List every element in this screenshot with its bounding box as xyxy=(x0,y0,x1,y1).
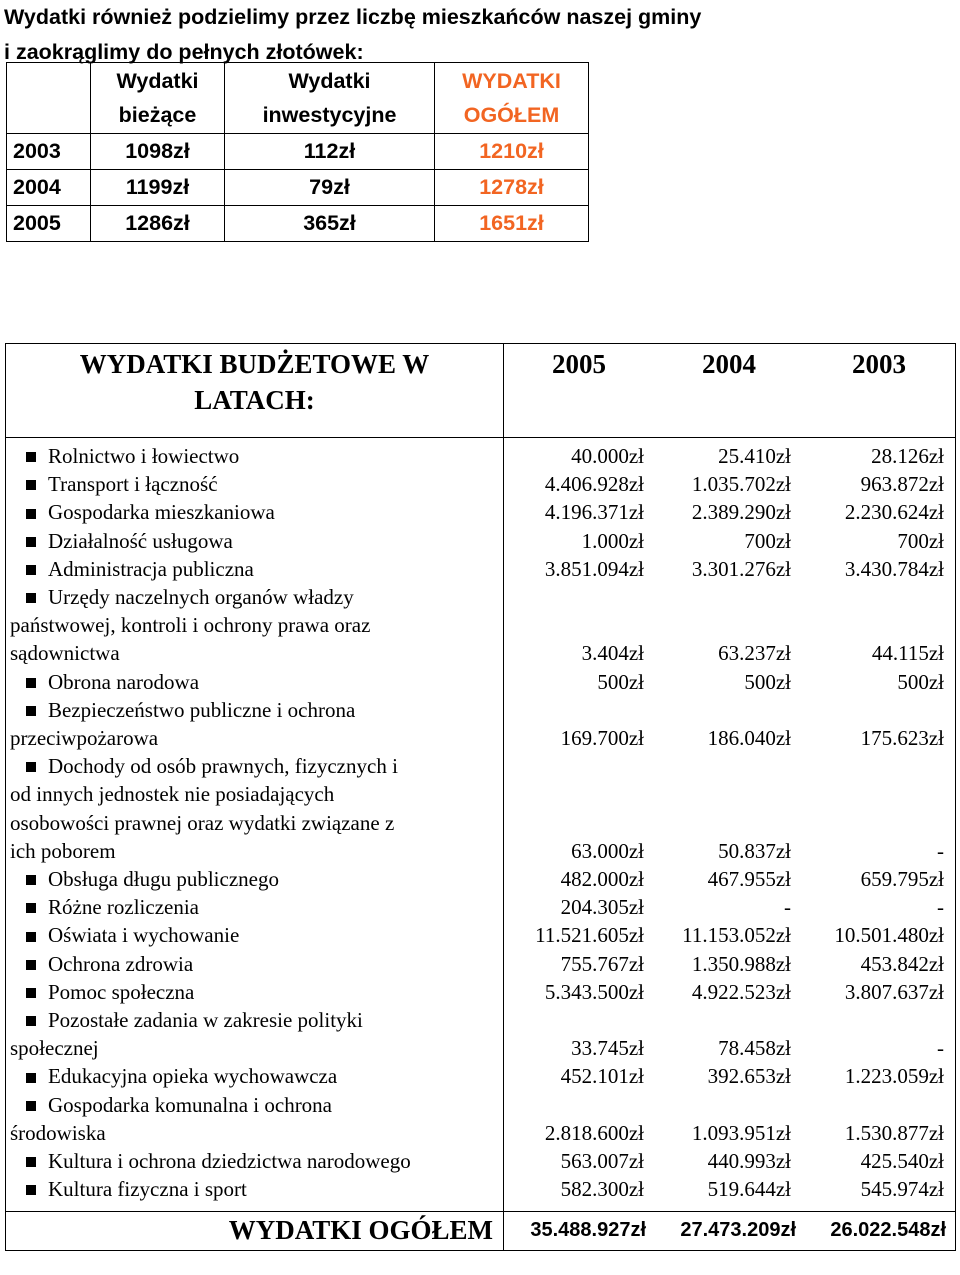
square-bullet-icon xyxy=(26,1073,36,1083)
budget-value: 500zł xyxy=(597,669,644,694)
per-capita-table xyxy=(6,62,589,242)
intro-line-2: i zaokrąglimy do pełnych złotówek: xyxy=(4,40,364,64)
budget-values xyxy=(504,438,956,1212)
budget-item-label: państwowej, kontroli i ochrony prawa oraz xyxy=(10,613,371,638)
budget-item-label: Urzędy naczelnych organów władzy xyxy=(48,585,354,610)
budget-item-line xyxy=(10,639,503,667)
budget-value: - xyxy=(937,838,944,863)
budget-item-line xyxy=(10,611,503,639)
year-header: 2003 xyxy=(852,349,906,379)
budget-value-row xyxy=(504,442,955,470)
budget-item-line xyxy=(10,1175,503,1203)
budget-item xyxy=(10,978,503,1006)
per-capita-row: 2004 1199zł 79zł 1278zł xyxy=(7,170,589,206)
per-capita-row: 2003 1098zł 112zł 1210zł xyxy=(7,134,589,170)
budget-item-label: ich poborem xyxy=(10,838,116,863)
budget-item-line xyxy=(10,950,503,978)
budget-item-line xyxy=(10,1091,503,1119)
budget-item-line xyxy=(10,1006,503,1034)
budget-value-row xyxy=(504,527,955,555)
budget-title-line-1: WYDATKI BUDŻETOWE W xyxy=(79,349,430,379)
total-values xyxy=(504,1212,956,1251)
total-value: 27.473.209zł xyxy=(680,1219,796,1242)
budget-value: 25.410zł xyxy=(718,444,791,468)
budget-value: 1.093.951zł xyxy=(691,1120,791,1145)
budget-item xyxy=(10,470,503,498)
budget-item-line xyxy=(10,555,503,583)
budget-value-row xyxy=(504,555,955,583)
budget-item-line xyxy=(10,921,503,949)
square-bullet-icon xyxy=(26,988,36,998)
budget-item-line xyxy=(10,668,503,696)
year-header: 2005 xyxy=(552,349,606,379)
budget-value: 452.101zł xyxy=(560,1064,644,1089)
budget-item-label: Ochrona zdrowia xyxy=(48,951,194,976)
budget-item xyxy=(10,893,503,921)
budget-item-label: Kultura fizyczna i sport xyxy=(48,1177,247,1202)
square-bullet-icon xyxy=(26,932,36,942)
budget-item-line xyxy=(10,978,503,1006)
budget-item-label: przeciwpożarowa xyxy=(10,726,159,751)
budget-years-header xyxy=(504,344,956,438)
square-bullet-icon xyxy=(26,509,36,519)
budget-value: 3.807.637zł xyxy=(844,979,944,1004)
budget-item-line xyxy=(10,498,503,526)
budget-value: 392.653zł xyxy=(707,1064,791,1089)
budget-value-row xyxy=(504,950,955,978)
budget-value: 33.745zł xyxy=(571,1036,644,1061)
budget-value: 204.305zł xyxy=(560,895,644,920)
budget-value: 563.007zł xyxy=(560,1149,644,1174)
budget-value-row xyxy=(504,668,955,696)
budget-item xyxy=(10,865,503,893)
budget-value: 11.521.605zł xyxy=(535,923,644,948)
budget-value: 700zł xyxy=(744,528,791,553)
budget-item-line xyxy=(10,893,503,921)
square-bullet-icon xyxy=(26,1101,36,1111)
budget-item-line xyxy=(10,724,503,752)
budget-value: 186.040zł xyxy=(707,726,791,751)
per-capita-header-investment: Wydatki inwestycyjne xyxy=(225,63,435,134)
square-bullet-icon xyxy=(26,1016,36,1026)
budget-value: 3.404zł xyxy=(581,641,644,666)
budget-item-label: Obsługa długu publicznego xyxy=(48,867,279,892)
budget-item-label: społecznej xyxy=(10,1036,99,1061)
budget-item-label: Dochody od osób prawnych, fizycznych i xyxy=(48,754,398,779)
budget-item-line xyxy=(10,1034,503,1062)
budget-value: 2.230.624zł xyxy=(844,500,944,525)
budget-item-label: Różne rozliczenia xyxy=(48,895,199,920)
intro-line-1: Wydatki również podzielimy przez liczbę mieszkańców naszej gminy xyxy=(4,5,702,29)
budget-value: 2.389.290zł xyxy=(691,500,791,525)
budget-value: 175.623zł xyxy=(860,726,944,751)
budget-value-row xyxy=(504,498,955,526)
budget-item-line xyxy=(10,865,503,893)
budget-item xyxy=(10,498,503,526)
budget-value-row xyxy=(504,1034,955,1062)
budget-item-label: Działalność usługowa xyxy=(48,528,233,553)
budget-value-row xyxy=(504,724,955,752)
budget-item-label: Rolnictwo i łowiectwo xyxy=(48,444,240,468)
square-bullet-icon xyxy=(26,1157,36,1167)
budget-value: - xyxy=(784,895,791,920)
budget-value-row xyxy=(504,639,955,667)
budget-item xyxy=(10,696,503,752)
square-bullet-icon xyxy=(26,1185,36,1195)
budget-item-list xyxy=(6,438,504,1212)
budget-item-label: Kultura i ochrona dziedzictwa narodowego xyxy=(48,1149,411,1174)
square-bullet-icon xyxy=(26,875,36,885)
budget-item xyxy=(10,1062,503,1090)
year-header: 2004 xyxy=(702,349,756,379)
budget-item-label: Gospodarka komunalna i ochrona xyxy=(48,1092,333,1117)
budget-value: 4.922.523zł xyxy=(691,979,791,1004)
budget-item-label: Oświata i wychowanie xyxy=(48,923,240,948)
square-bullet-icon xyxy=(26,480,36,490)
budget-value: 10.501.480zł xyxy=(834,923,944,948)
total-value: 26.022.548zł xyxy=(830,1219,946,1242)
budget-value: 5.343.500zł xyxy=(544,979,644,1004)
per-capita-corner xyxy=(7,63,91,134)
budget-value: 3.430.784zł xyxy=(844,556,944,581)
budget-item xyxy=(10,1091,503,1147)
total-value: 35.488.927zł xyxy=(530,1219,646,1242)
budget-item-label: Pozostałe zadania w zakresie polityki xyxy=(48,1008,363,1033)
budget-value: 28.126zł xyxy=(871,444,944,468)
budget-item-label: Bezpieczeństwo publiczne i ochrona xyxy=(48,697,356,722)
budget-item-label: Obrona narodowa xyxy=(48,669,200,694)
budget-value: 425.540zł xyxy=(860,1149,944,1174)
budget-title-line-2: LATACH: xyxy=(194,385,315,415)
budget-value-row xyxy=(504,893,955,921)
budget-item-label: osobowości prawnej oraz wydatki związane z xyxy=(10,810,395,835)
budget-item xyxy=(10,950,503,978)
budget-value: 482.000zł xyxy=(560,867,644,892)
budget-value: 50.837zł xyxy=(718,838,791,863)
budget-value: 453.842zł xyxy=(860,951,944,976)
budget-value: 659.795zł xyxy=(860,867,944,892)
budget-value: - xyxy=(937,895,944,920)
budget-value: 700zł xyxy=(897,528,944,553)
budget-item xyxy=(10,752,503,865)
budget-value-row xyxy=(504,921,955,949)
budget-value: 1.223.059zł xyxy=(844,1064,944,1089)
budget-value: 500zł xyxy=(744,669,791,694)
budget-item-line xyxy=(10,1119,503,1147)
budget-item-line xyxy=(10,809,503,837)
budget-item-label: sądownictwa xyxy=(10,641,120,666)
budget-value-row xyxy=(504,978,955,1006)
budget-value: 755.767zł xyxy=(560,951,644,976)
budget-value: 40.000zł xyxy=(571,444,644,468)
budget-item-label: Gospodarka mieszkaniowa xyxy=(48,500,275,525)
budget-item xyxy=(10,555,503,583)
budget-value: - xyxy=(937,1036,944,1061)
budget-item-line xyxy=(10,780,503,808)
budget-value: 169.700zł xyxy=(560,726,644,751)
square-bullet-icon xyxy=(26,565,36,575)
budget-value-row xyxy=(504,1119,955,1147)
budget-item xyxy=(10,1147,503,1175)
budget-item-label: od innych jednostek nie posiadających xyxy=(10,782,335,807)
budget-item-label: środowiska xyxy=(10,1120,106,1145)
budget-value: 3.301.276zł xyxy=(691,556,791,581)
square-bullet-icon xyxy=(26,960,36,970)
budget-title xyxy=(6,344,504,438)
budget-value-row xyxy=(504,470,955,498)
budget-value: 1.000zł xyxy=(581,528,644,553)
total-label: WYDATKI OGÓŁEM xyxy=(6,1212,504,1251)
budget-item-line xyxy=(10,527,503,555)
per-capita-row: 2005 1286zł 365zł 1651zł xyxy=(7,206,589,242)
budget-item xyxy=(10,1175,503,1203)
budget-value: 519.644zł xyxy=(707,1177,791,1202)
budget-item-line xyxy=(10,1062,503,1090)
budget-value: 1.530.877zł xyxy=(844,1120,944,1145)
budget-item-line xyxy=(10,583,503,611)
budget-value-row xyxy=(504,865,955,893)
budget-value: 4.196.371zł xyxy=(544,500,644,525)
budget-item-line xyxy=(10,442,503,470)
square-bullet-icon xyxy=(26,903,36,913)
budget-value-row xyxy=(504,1062,955,1090)
budget-value-row xyxy=(504,1147,955,1175)
budget-value: 467.955zł xyxy=(707,867,791,892)
budget-item-line xyxy=(10,1147,503,1175)
square-bullet-icon xyxy=(26,452,36,462)
square-bullet-icon xyxy=(26,593,36,603)
budget-value: 1.350.988zł xyxy=(691,951,791,976)
budget-value: 582.300zł xyxy=(560,1177,644,1202)
budget-item-label: Pomoc społeczna xyxy=(48,979,195,1004)
budget-value: 440.993zł xyxy=(707,1149,791,1174)
budget-item xyxy=(10,1006,503,1062)
budget-item-line xyxy=(10,837,503,865)
per-capita-header-current: Wydatki bieżące xyxy=(91,63,225,134)
budget-value: 500zł xyxy=(897,669,944,694)
budget-item xyxy=(10,527,503,555)
budget-item xyxy=(10,921,503,949)
budget-item xyxy=(10,583,503,668)
budget-value-row xyxy=(504,837,955,865)
budget-value: 3.851.094zł xyxy=(544,556,644,581)
square-bullet-icon xyxy=(26,762,36,772)
budget-item-label: Edukacyjna opieka wychowawcza xyxy=(48,1064,338,1089)
budget-item-line xyxy=(10,696,503,724)
square-bullet-icon xyxy=(26,706,36,716)
budget-table xyxy=(5,343,956,1251)
budget-value: 963.872zł xyxy=(860,472,944,497)
budget-value: 63.000zł xyxy=(571,838,644,863)
budget-value: 63.237zł xyxy=(718,641,791,666)
budget-value: 4.406.928zł xyxy=(544,472,644,497)
budget-value: 11.153.052zł xyxy=(682,923,791,948)
budget-item xyxy=(10,442,503,470)
intro-text xyxy=(4,0,954,70)
budget-item-line xyxy=(10,752,503,780)
square-bullet-icon xyxy=(26,678,36,688)
budget-item-label: Transport i łączność xyxy=(48,472,218,497)
budget-item-line xyxy=(10,470,503,498)
budget-value: 545.974zł xyxy=(860,1177,944,1202)
budget-value: 44.115zł xyxy=(871,641,944,666)
budget-value: 78.458zł xyxy=(718,1036,791,1061)
budget-value: 2.818.600zł xyxy=(544,1120,644,1145)
budget-value: 1.035.702zł xyxy=(691,472,791,497)
budget-value-row xyxy=(504,1175,955,1203)
square-bullet-icon xyxy=(26,537,36,547)
per-capita-header-total: WYDATKI OGÓŁEM xyxy=(435,63,589,134)
budget-item xyxy=(10,668,503,696)
budget-item-label: Administracja publiczna xyxy=(48,556,254,581)
